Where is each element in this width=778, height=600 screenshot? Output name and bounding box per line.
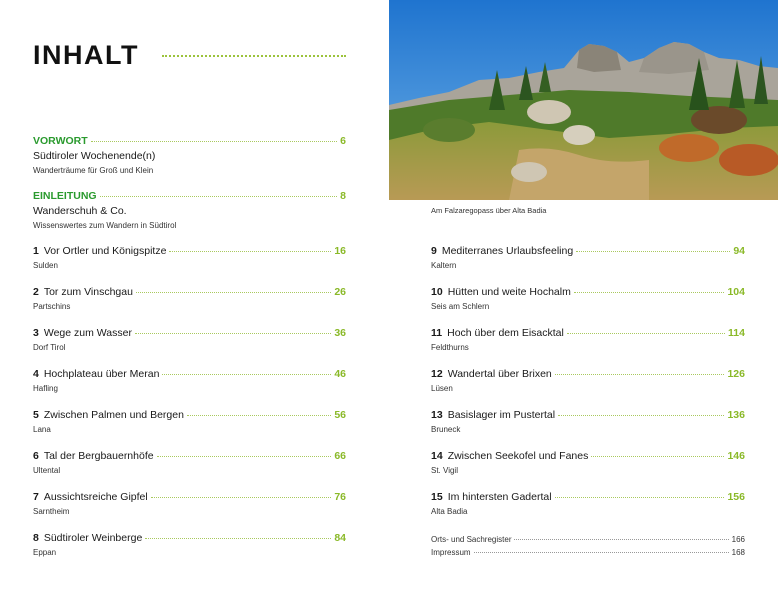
toc-entry[interactable]: [431, 286, 745, 311]
page-number: 126: [727, 368, 745, 380]
entry-title: Zwischen Seekofel und Fanes: [447, 450, 589, 462]
dot-leader: [555, 497, 725, 498]
dot-leader: [558, 415, 724, 416]
entry-title: Zwischen Palmen und Bergen: [43, 409, 184, 421]
page-number: 8: [340, 190, 346, 202]
dot-leader: [187, 415, 331, 416]
entry-number: 4: [33, 368, 39, 380]
dot-leader: [136, 292, 331, 293]
dot-leader: [100, 196, 338, 197]
entry-place: Sulden: [33, 261, 58, 270]
toc-entry[interactable]: [431, 368, 745, 393]
entry-title: Südtiroler Weinberge: [43, 532, 143, 544]
page-number: 146: [727, 450, 745, 462]
entry-place: St. Vigil: [431, 466, 458, 475]
toc-entry[interactable]: [431, 491, 745, 516]
entry-place: Ultental: [33, 466, 61, 475]
entry-place: Hafling: [33, 384, 58, 393]
toc-entry[interactable]: [431, 450, 745, 475]
dot-leader: [157, 456, 332, 457]
entry-number: 8: [33, 532, 39, 544]
page-number: 114: [728, 327, 745, 339]
entry-place: Lana: [33, 425, 51, 434]
appendix-label: Impressum: [431, 548, 471, 557]
entry-place: Dorf Tirol: [33, 343, 66, 352]
toc-entry[interactable]: [33, 368, 346, 393]
page-number: 46: [334, 368, 346, 380]
einleitung-title: Wanderschuh & Co.: [33, 205, 127, 217]
entry-title: Hochplateau über Meran: [43, 368, 160, 380]
entry-place: Alta Badia: [431, 507, 468, 516]
toc-entry[interactable]: [33, 286, 346, 311]
page-number: 16: [334, 245, 346, 257]
vorwort-heading: VORWORT: [33, 135, 88, 147]
page-title: INHALT: [33, 40, 139, 70]
entry-number: 6: [33, 450, 39, 462]
entry-number: 14: [431, 450, 443, 462]
entry-title: Hütten und weite Hochalm: [447, 286, 571, 298]
vorwort-title: Südtiroler Wochenende(n): [33, 150, 156, 162]
toc-vorwort[interactable]: [33, 135, 346, 175]
entry-number: 15: [431, 491, 443, 503]
toc-appendix-register[interactable]: [431, 535, 745, 544]
entry-number: 3: [33, 327, 39, 339]
dot-leader: [145, 538, 331, 539]
entry-number: 12: [431, 368, 443, 380]
einleitung-subtitle: Wissenswertes zum Wandern in Südtirol: [33, 221, 177, 230]
dot-leader: [576, 251, 730, 252]
appendix-label: Orts- und Sachregister: [431, 535, 512, 544]
page-number: 56: [334, 409, 346, 421]
dot-leader: [169, 251, 331, 252]
entry-number: 11: [431, 327, 443, 339]
entry-title: Basislager im Pustertal: [447, 409, 556, 421]
photo-caption: Am Falzaregopass über Alta Badia: [431, 206, 547, 215]
entry-title: Im hintersten Gadertal: [447, 491, 552, 503]
entry-place: Feldthurns: [431, 343, 469, 352]
entry-title: Wandertal über Brixen: [447, 368, 552, 380]
dot-leader: [135, 333, 331, 334]
toc-entry[interactable]: [33, 409, 346, 434]
entry-number: 2: [33, 286, 39, 298]
entry-place: Kaltern: [431, 261, 457, 270]
dot-leader: [567, 333, 725, 334]
dot-leader: [162, 374, 331, 375]
einleitung-heading: EINLEITUNG: [33, 190, 97, 202]
entry-number: 1: [33, 245, 39, 257]
page-number: 168: [731, 548, 745, 557]
entry-place: Eppan: [33, 548, 57, 557]
entry-title: Tal der Bergbauernhöfe: [43, 450, 154, 462]
entry-place: Partschins: [33, 302, 71, 311]
entry-title: Hoch über dem Eisacktal: [447, 327, 564, 339]
page-number: 156: [727, 491, 745, 503]
entry-title: Wege zum Wasser: [43, 327, 132, 339]
page-number: 104: [727, 286, 745, 298]
entry-place: Sarntheim: [33, 507, 70, 516]
page-number: 6: [340, 135, 346, 147]
page-number: 66: [334, 450, 346, 462]
toc-entry[interactable]: [33, 327, 346, 352]
entry-number: 5: [33, 409, 39, 421]
title-rule: [162, 55, 346, 57]
entry-number: 9: [431, 245, 437, 257]
page-number: 76: [334, 491, 346, 503]
page-number: 84: [334, 532, 346, 544]
dot-leader: [474, 552, 729, 553]
entry-number: 13: [431, 409, 443, 421]
toc-entry[interactable]: [431, 327, 745, 352]
vorwort-subtitle: Wanderträume für Groß und Klein: [33, 166, 154, 175]
entry-title: Mediterranes Urlaubsfeeling: [441, 245, 574, 257]
toc-entry[interactable]: [431, 409, 745, 434]
toc-einleitung[interactable]: [33, 190, 346, 230]
entry-title: Vor Ortler und Königspitze: [43, 245, 167, 257]
page-number: 26: [334, 286, 346, 298]
entry-number: 10: [431, 286, 443, 298]
page-number: 36: [334, 327, 346, 339]
dot-leader: [514, 539, 728, 540]
dot-leader: [591, 456, 724, 457]
toc-entry[interactable]: [33, 245, 346, 270]
entry-place: Seis am Schlern: [431, 302, 490, 311]
page-number: 166: [731, 535, 745, 544]
dot-leader: [574, 292, 725, 293]
dot-leader: [151, 497, 332, 498]
page-number: 94: [733, 245, 745, 257]
entry-title: Tor zum Vinschgau: [43, 286, 133, 298]
toc-appendix-impressum[interactable]: [431, 548, 745, 557]
entry-place: Bruneck: [431, 425, 461, 434]
toc-entry[interactable]: [431, 245, 745, 270]
entry-place: Lüsen: [431, 384, 453, 393]
toc-entry[interactable]: [33, 532, 346, 557]
dot-leader: [555, 374, 725, 375]
entry-title: Aussichtsreiche Gipfel: [43, 491, 148, 503]
toc-entry[interactable]: [33, 491, 346, 516]
landscape-photo: [389, 0, 778, 200]
toc-entry[interactable]: [33, 450, 346, 475]
dot-leader: [91, 141, 338, 142]
entry-number: 7: [33, 491, 39, 503]
page-number: 136: [727, 409, 745, 421]
